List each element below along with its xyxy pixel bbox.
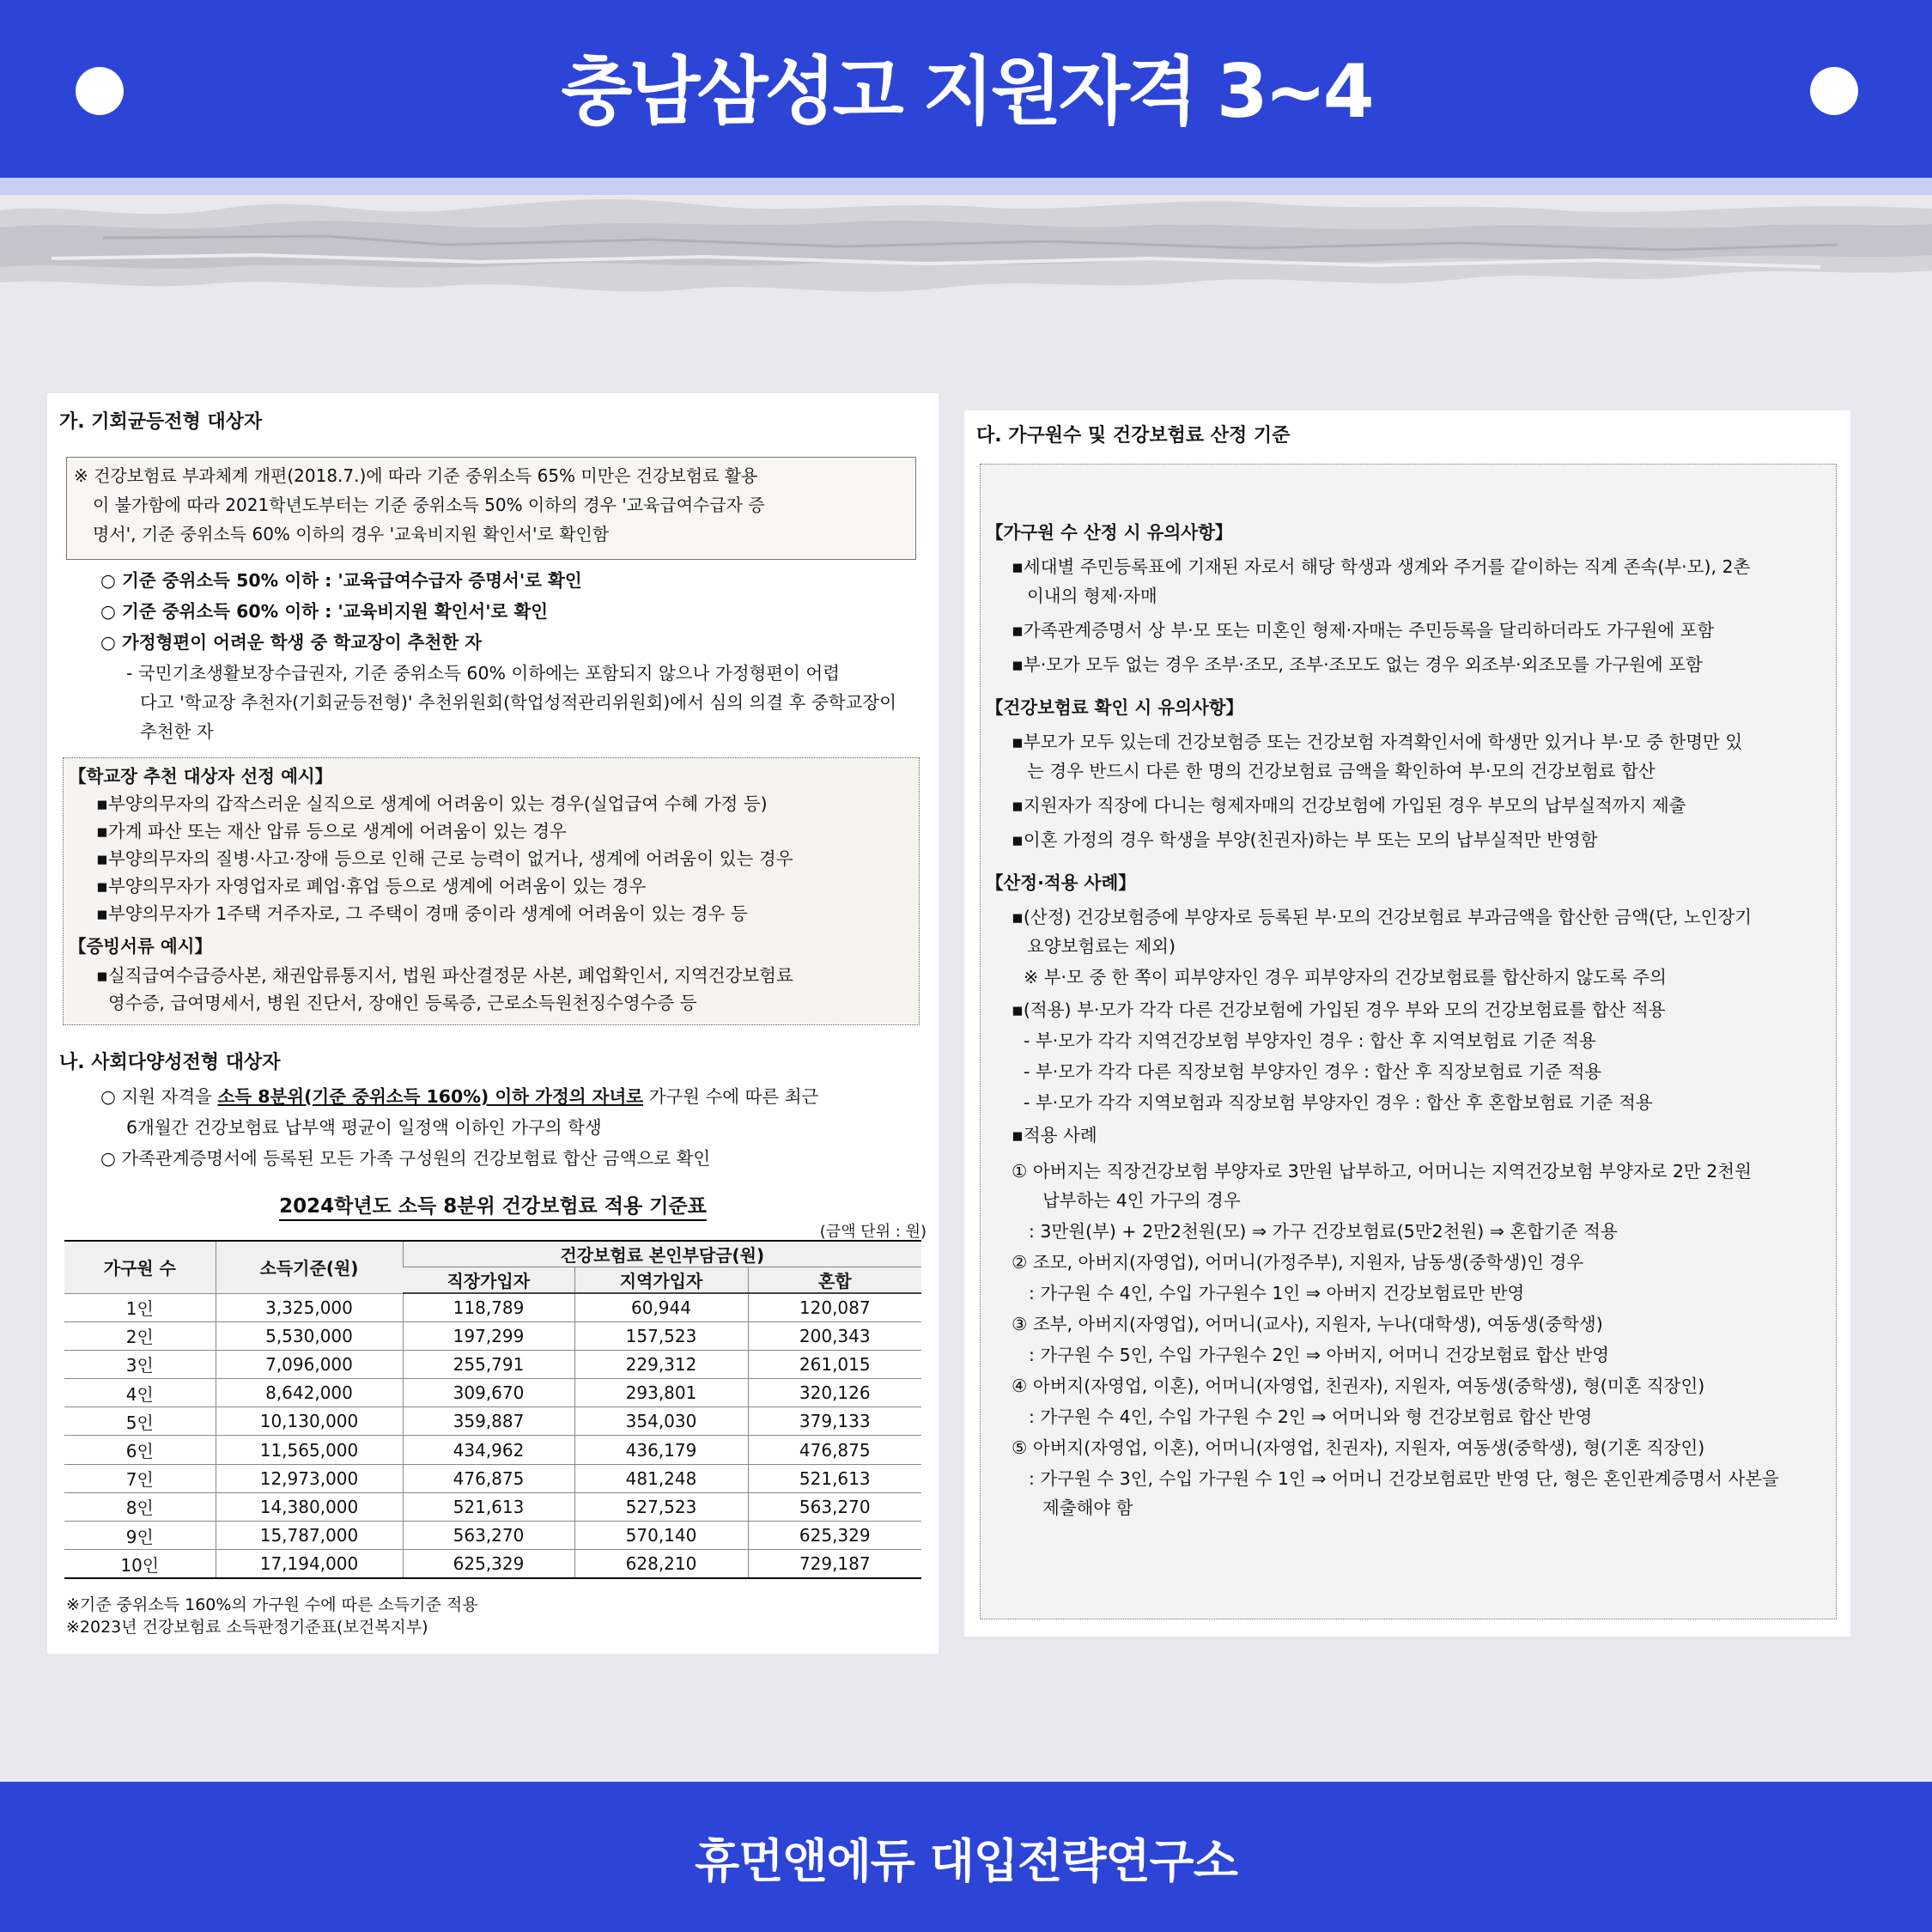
table-row: 10인 17,194,000 625,329 628,210 729,187 (64, 1550, 921, 1578)
calc-item: - 부·모가 각각 지역보험과 직장보험 부양자인 경우 : 합산 후 혼합보험료 기준 적용 (1024, 1092, 1653, 1113)
insurance-item: ▪지원자가 직장에 다니는 형제자매의 건강보험에 가입된 경우 부모의 납부실적까지 제출 (1012, 795, 1686, 816)
calc-item: - 부·모가 각각 다른 직장보험 부양자인 경우 : 합산 후 직장보험료 기준 적용 (1024, 1061, 1602, 1082)
insurance-item: 는 경우 반드시 다른 한 명의 건강보험료 금액을 확인하여 부·모의 건강보험료 합산 (1027, 761, 1656, 781)
column-header: 지역가입자 (574, 1267, 748, 1294)
criteria-item: ○ 가정형편이 어려운 학생 중 학교장이 추천한 자 (100, 632, 483, 653)
right-panel (964, 410, 1850, 1637)
notice-line: 명서', 기준 중위소득 60% 이하의 경우 '교육비지원 확인서'로 확인함 (93, 524, 610, 544)
header-banner (0, 0, 1932, 178)
column-group-header: 건강보험료 본인부담금(원) (403, 1241, 921, 1267)
example-item: ▪가계 파산 또는 재산 압류 등으로 생계에 어려움이 있는 경우 (96, 821, 567, 841)
table-row: 6인 11,565,000 434,962 436,179 476,875 (64, 1436, 921, 1464)
calc-item: ▪(산정) 건강보험증에 부양자로 등록된 부·모의 건강보험료 부과금액을 합산한 금액(단, 노인장기 (1012, 907, 1753, 927)
calc-item: 요양보험료는 제외) (1027, 936, 1176, 957)
footer-text: 휴먼앤에듀 대입전략연구소 (695, 1834, 1237, 1888)
calc-item: ▪적용 사례 (1012, 1125, 1097, 1145)
insurance-heading: 【건강보험료 확인 시 유의사항】 (986, 697, 1244, 718)
sub-note-line: 추천한 자 (140, 721, 214, 742)
case-line: ④ 아버지(자영업, 이혼), 어머니(자영업, 친권자), 지원자, 여동생(중학생), 형(미혼 직장인) (1012, 1376, 1705, 1396)
case-line: ② 조모, 아버지(자영업), 어머니(가정주부), 지원자, 남동생(중학생)인 경우 (1012, 1252, 1584, 1273)
case-line: 납부하는 4인 가구의 경우 (1042, 1190, 1241, 1211)
left-panel (47, 393, 939, 1654)
case-line: 제출해야 함 (1042, 1498, 1133, 1518)
section-heading-ga: 가. 기회균등전형 대상자 (59, 411, 263, 433)
example-item: ▪부양의무자의 갑작스러운 실직으로 생계에 어려움이 있는 경우(실업급여 수혜 가정 등) (96, 793, 768, 814)
household-heading: 【가구원 수 산정 시 유의사항】 (986, 522, 1233, 543)
table-title: 2024학년도 소득 8분위 건강보험료 적용 기준표 (47, 1190, 939, 1218)
section-heading-na: 나. 사회다양성전형 대상자 (59, 1052, 281, 1073)
insurance-item: ▪이혼 가정의 경우 학생을 부양(친권자)하는 부 또는 모의 납부실적만 반영함 (1012, 829, 1598, 850)
table-row: 5인 10,130,000 359,887 354,030 379,133 (64, 1407, 921, 1436)
insurance-item: ▪부모가 모두 있는데 건강보험증 또는 건강보험 자격확인서에 학생만 있거나 부·모 중 한명만 있 (1012, 732, 1743, 752)
case-line: ① 아버지는 직장건강보험 부양자로 3만원 납부하고, 어머니는 지역건강보험 부양자로 2만 2천원 (1012, 1161, 1752, 1182)
column-header: 가구원 수 (64, 1241, 216, 1293)
table-row: 1인 3,325,000 118,789 60,944 120,087 (64, 1293, 921, 1321)
calc-item: ※ 부·모 중 한 쪽이 피부양자인 경우 피부양자의 건강보험료를 합산하지 않도록 주의 (1024, 967, 1667, 987)
footnote: ※2023년 건강보험료 소득판정기준표(보건복지부) (66, 1618, 428, 1637)
sub-note-line: 다고 '학교장 추천자(기회균등전형)' 추천위원회(학업성적관리위원회)에서 심의 의결 후 중학교장이 (140, 692, 896, 713)
na-line: ○ 지원 자격을 소득 8분위(기준 중위소득 160%) 이하 가정의 자녀로 가구원 수에 따른 최근 (100, 1086, 819, 1107)
household-item: ▪가족관계증명서 상 부·모 또는 미혼인 형제·자매는 주민등록을 달리하더라도 가구원에 포함 (1012, 620, 1715, 641)
case-line: ⑤ 아버지(자영업, 이혼), 어머니(자영업, 친권자), 지원자, 여동생(중학생), 형(기혼 직장인) (1012, 1437, 1705, 1458)
column-header: 혼합 (748, 1267, 921, 1294)
notice-line: ※ 건강보험료 부과체계 개편(2018.7.)에 따라 기준 중위소득 65% 미만은 건강보험료 활용 (74, 465, 758, 486)
footer-banner (0, 1782, 1932, 1932)
case-line: : 가구원 수 4인, 수입 가구원수 1인 ⇒ 아버지 건강보험료만 반영 (1029, 1283, 1525, 1303)
household-item: ▪부·모가 모두 없는 경우 조부·조모, 조부·조모도 없는 경우 외조부·외조모를 가구원에 포함 (1012, 654, 1703, 675)
section-heading-da: 다. 가구원수 및 건강보험료 산정 기준 (976, 425, 1291, 447)
doc-item: ▪실직급여수급증사본, 채권압류통지서, 법원 파산결정문 사본, 폐업확인서, 지역건강보험료 (96, 965, 793, 986)
calc-heading: 【산정·적용 사례】 (986, 872, 1136, 893)
table-row: 2인 5,530,000 197,299 157,523 200,343 (64, 1321, 921, 1350)
notice-box (66, 457, 916, 560)
table-row: 7인 12,973,000 476,875 481,248 521,613 (64, 1464, 921, 1492)
notice-line: 이 불가함에 따라 2021학년도부터는 기준 중위소득 50% 이하의 경우 '교육급여수급자 증 (93, 495, 765, 515)
calc-item: ▪(적용) 부·모가 각각 다른 건강보험에 가입된 경우 부와 모의 건강보험료를 합산 적용 (1012, 999, 1666, 1020)
column-header: 직장가입자 (403, 1267, 574, 1294)
household-item: ▪세대별 주민등록표에 기재된 자로서 해당 학생과 생계와 주거를 같이하는 직계 존속(부·모), 2촌 (1012, 556, 1751, 577)
na-line: ○ 가족관계증명서에 등록된 모든 가족 구성원의 건강보험료 합산 금액으로 확인 (100, 1148, 711, 1169)
calc-item: - 부·모가 각각 지역건강보험 부양자인 경우 : 합산 후 지역보험료 기준 적용 (1024, 1030, 1596, 1051)
torn-paper-decoration (0, 176, 1932, 322)
sub-note-line: - 국민기초생활보장수급권자, 기준 중위소득 60% 이하에는 포함되지 않으나 가정형편이 어렵 (126, 663, 841, 683)
criteria-box (980, 464, 1837, 1619)
table-row: 4인 8,642,000 309,670 293,801 320,126 (64, 1379, 921, 1407)
case-line: : 3만원(부) + 2만2천원(모) ⇒ 가구 건강보험료(5만2천원) ⇒ 혼합기준 적용 (1029, 1221, 1618, 1242)
footnote: ※기준 중위소득 160%의 가구원 수에 따른 소득기준 적용 (66, 1595, 478, 1614)
column-header: 소득기준(원) (216, 1241, 403, 1293)
example-item: ▪부양의무자가 자영업자로 폐업·휴업 등으로 생계에 어려움이 있는 경우 (96, 876, 647, 896)
example-heading: 【학교장 추천 대상자 선정 예시】 (69, 766, 333, 787)
case-line: : 가구원 수 4인, 수입 가구원 수 2인 ⇒ 어머니와 형 건강보험료 합산 반영 (1029, 1406, 1593, 1427)
case-line: : 가구원 수 3인, 수입 가구원 수 1인 ⇒ 어머니 건강보험료만 반영 단, 형은 혼인관계증명서 사본을 (1029, 1468, 1779, 1489)
case-line: ③ 조부, 아버지(자영업), 어머니(교사), 지원자, 누나(대학생), 여동생(중학생) (1012, 1314, 1603, 1334)
table-row: 3인 7,096,000 255,791 229,312 261,015 (64, 1350, 921, 1378)
criteria-item: ○ 기준 중위소득 60% 이하 : '교육비지원 확인서'로 확인 (100, 601, 549, 622)
case-line: : 가구원 수 5인, 수입 가구원수 2인 ⇒ 아버지, 어머니 건강보험료 합산 반영 (1029, 1345, 1610, 1365)
example-box (63, 757, 920, 1025)
doc-heading: 【증빙서류 예시】 (69, 936, 212, 957)
circle-icon (1810, 67, 1858, 115)
insurance-table (64, 1240, 921, 1579)
household-item: 이내의 형제·자매 (1027, 586, 1157, 606)
example-item: ▪부양의무자가 1주택 거주자로, 그 주택이 경매 중이라 생계에 어려움이 있는 경우 등 (96, 903, 748, 924)
table-row: 9인 15,787,000 563,270 570,140 625,329 (64, 1522, 921, 1550)
criteria-item: ○ 기준 중위소득 50% 이하 : '교육급여수급자 증명서'로 확인 (100, 570, 582, 591)
doc-item: 영수증, 급여명세서, 병원 진단서, 장애인 등록증, 근로소득원천징수영수증 등 (108, 993, 697, 1013)
unit-label: (금액 단위 : 원) (819, 1223, 927, 1241)
example-item: ▪부양의무자의 질병·사고·장애 등으로 인해 근로 능력이 없거나, 생계에 어려움이 있는 경우 (96, 848, 793, 869)
na-line: 6개월간 건강보험료 납부액 평균이 일정액 이하인 가구의 학생 (126, 1117, 602, 1138)
page-title: 충남삼성고 지원자격 3~4 (561, 49, 1371, 135)
table-row: 8인 14,380,000 521,613 527,523 563,270 (64, 1492, 921, 1521)
